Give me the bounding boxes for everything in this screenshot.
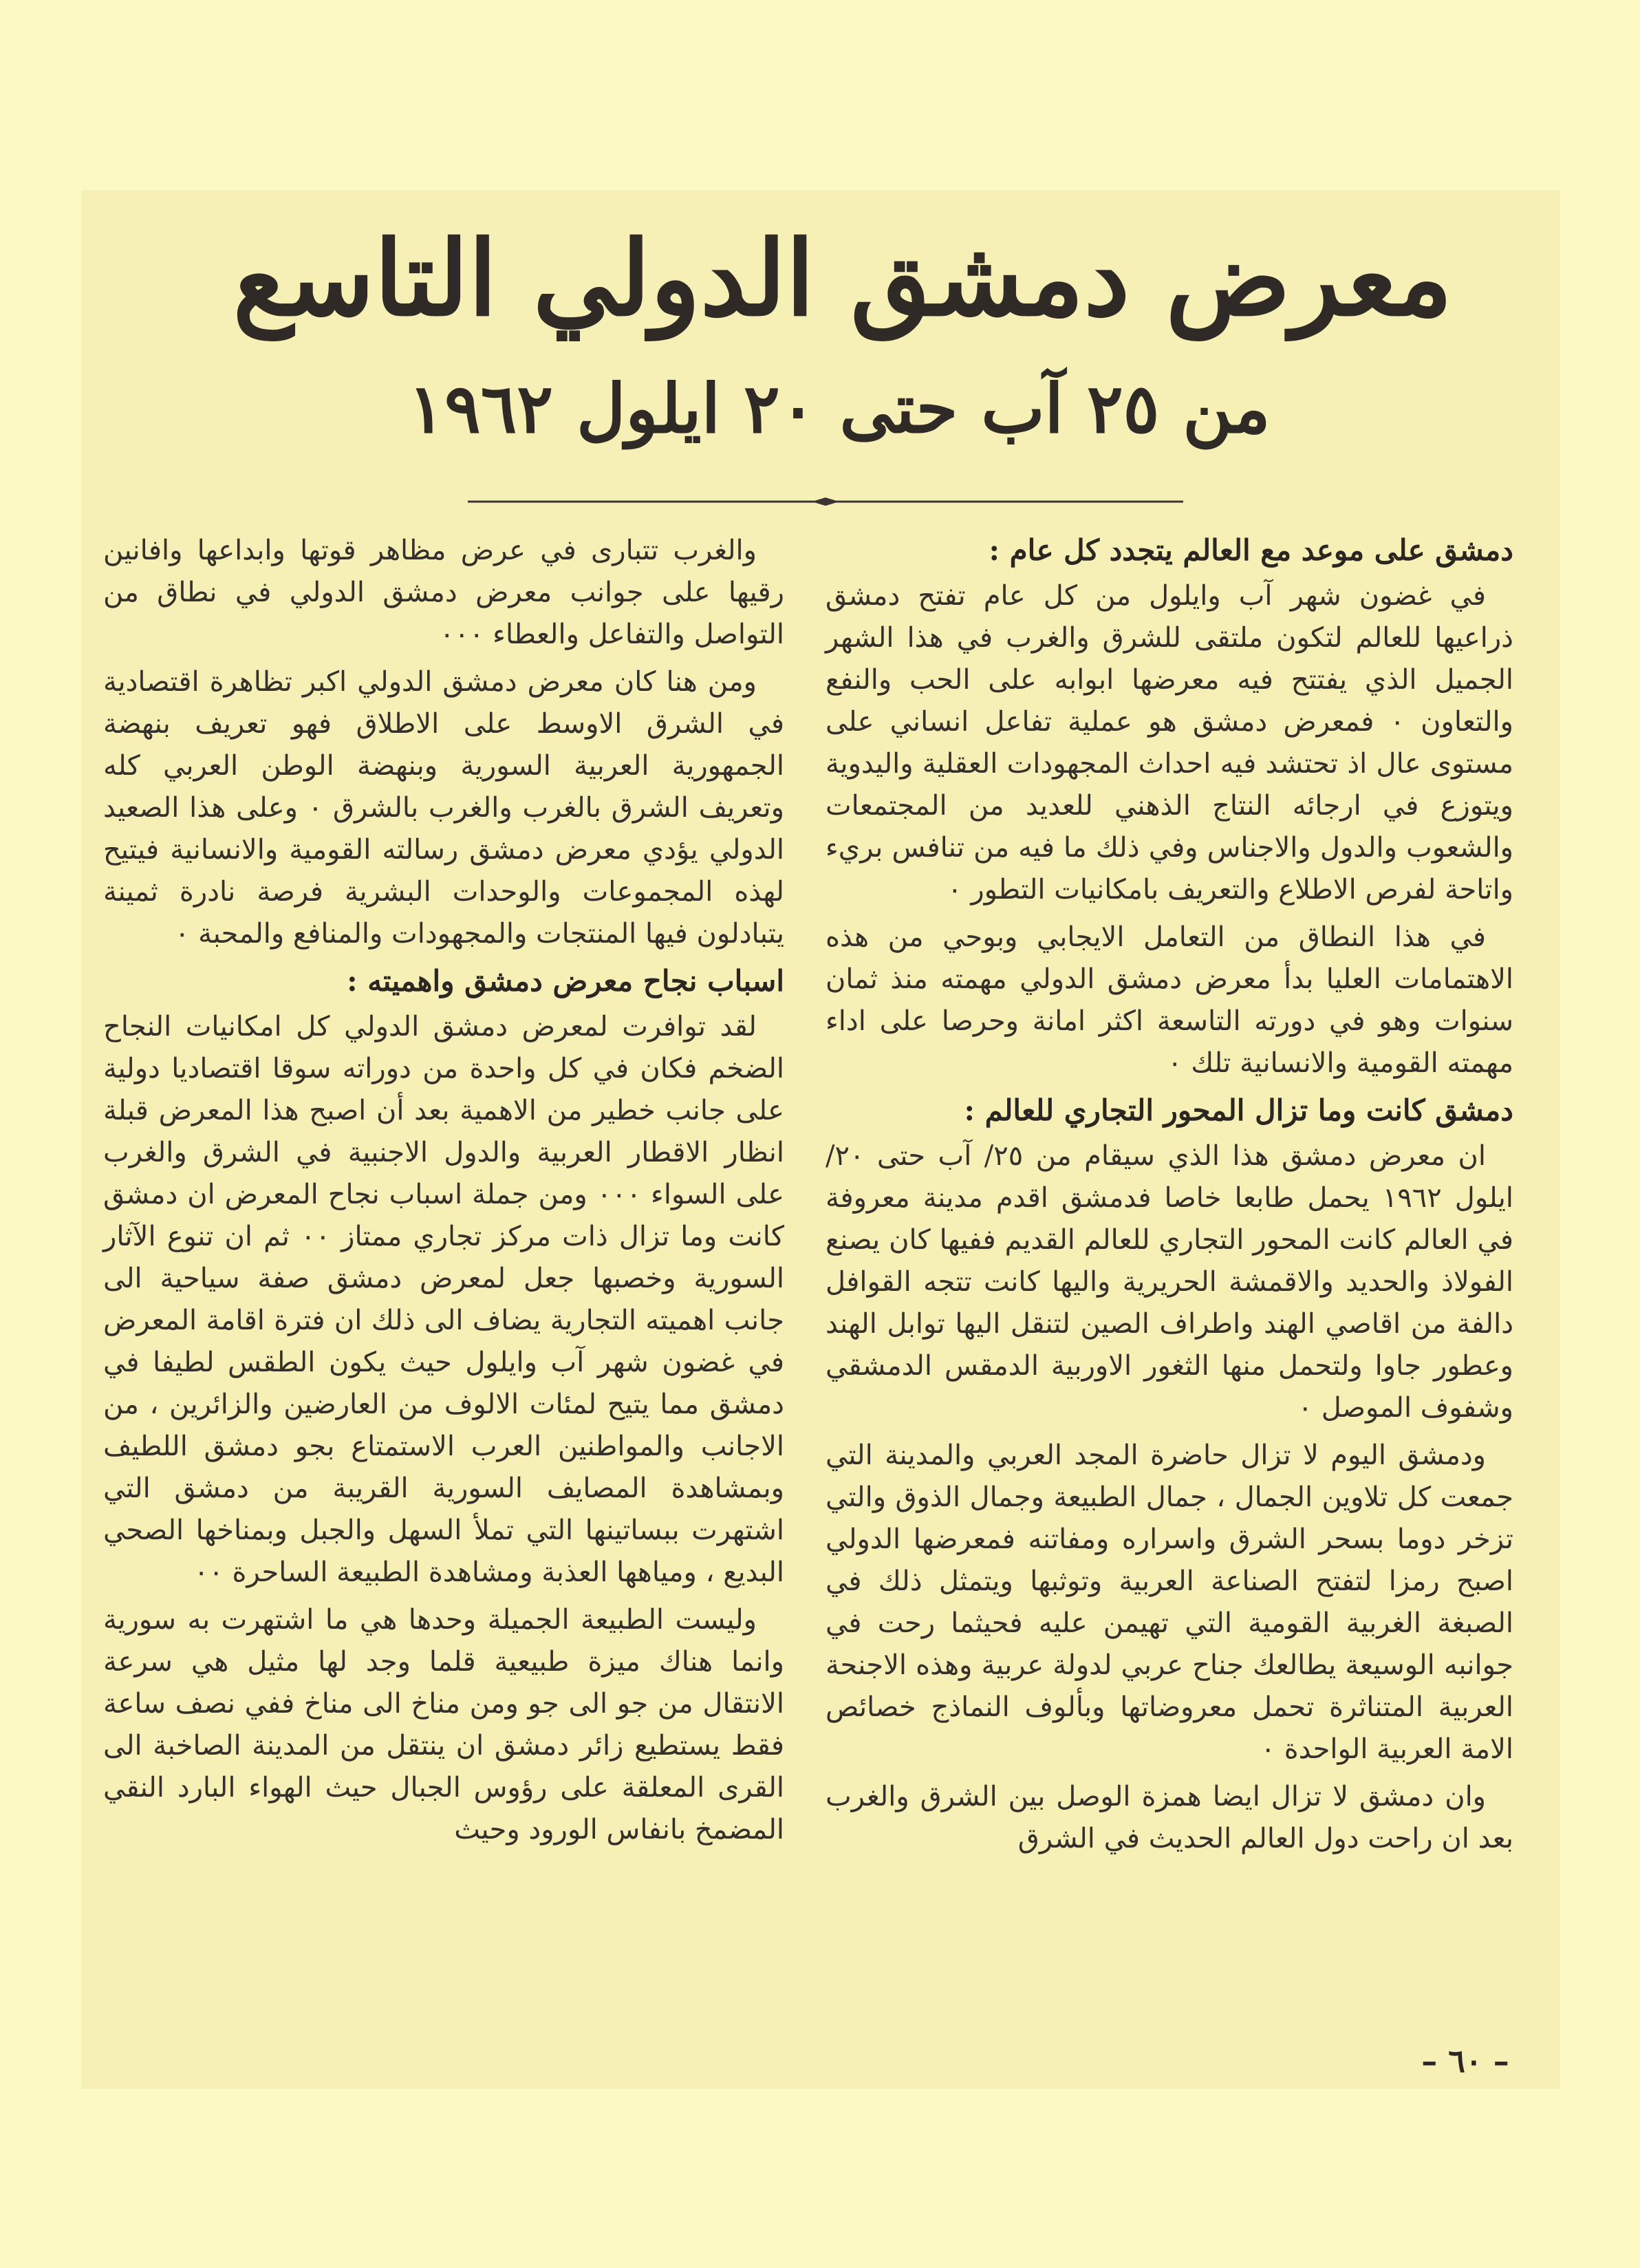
paragraph: في هذا النطاق من التعامل الايجابي وبوحي من هذه الاهتمامات العليا بدأ معرض دمشق الدولي مهمته منذ ثمان سنوات وهو في دورته التاسعة اكثر امانة وحرصا على اداء مهمته القومية والانسانية تلك ٠	[826, 921, 1513, 1079]
paragraph: ومن هنا كان معرض دمشق الدولي اكبر تظاهرة اقتصادية في الشرق الاوسط على الاطلاق فهو تعريف بنهضة الجمهورية العربية السورية وبنهضة الوطن العربي كله وتعريف الشرق بالغرب والغرب بالشرق ٠ وعلى هذا الصعيد الدولي يؤدي معرض دمشق رسالته القومية والانسانية فيتيح لهذه المجموعات والوحدات البشرية فرصة نادرة ثمينة يتبادلون فيها المنتجات والمجهودات والمنافع والمحبة ٠	[103, 666, 784, 950]
paragraph: ودمشق اليوم لا تزال حاضرة المجد العربي والمدينة التي جمعت كل تلاوين الجمال ، جمال الطبيعة وجمال الذوق والتي تزخر دوما بسحر الشرق واسراره ومفاتنه فمعرضها الدولي اصبح رمزا لتفتح الصناعة العربية وتوثبها ويتمثل ذلك في الصبغة الغربية القومية التي تهيمن عليه فحيثما رحت في جوانبه الوسيعة يطالعك جناح عربي لدولة عربية وهذه الاجنحة العربية المتناثرة تحمل معروضاتها وبألوف النماذج خصائص الامة العربية الواحدة ٠	[826, 1440, 1513, 1765]
article-title: معرض دمشق الدولي التاسع	[233, 218, 1453, 339]
paragraph: والغرب تتبارى في عرض مظاهر قوتها وابداعها وافانين رقيها على جوانب معرض دمشق الدولي في نطاق من التواصل والتفاعل والعطاء ٠٠٠	[103, 535, 784, 650]
paragraph: لقد توافرت لمعرض دمشق الدولي كل امكانيات النجاح الضخم فكان في كل واحدة من دوراته سوقا اقتصاديا دولية على جانب خطير من الاهمية بعد أن اصبح هذا المعرض قبلة انظار الاقطار العربية والدول الاجنبية في الشرق والغرب على السواء ٠٠٠ ومن جملة اسباب نجاح المعرض ان دمشق كانت وما تزال ذات مركز تجاري ممتاز ٠٠ ثم ان تنوع الآثار السورية وخصبها جعل لمعرض دمشق صفة سياحية الى جانب اهميته التجارية يضاف الى ذلك ان فترة اقامة المعرض في غضون شهر آب وايلول حيث يكون الطقس لطيفا في دمشق مما يتيح لمئات الالوف من العارضين والزائرين ، من الاجانب والمواطنين العرب الاستمتاع بجو دمشق اللطيف وبمشاهدة المصايف السورية القريبة من دمشق التي اشتهرت ببساتينها التي تملأ السهل والجبل وبمناخها الصحي البديع ، ومياهها العذبة ومشاهدة الطبيعة الساحرة ٠٠	[103, 1011, 784, 1588]
left-column	[103, 530, 784, 1857]
right-column	[826, 530, 1513, 1865]
paragraph: وليست الطبيعة الجميلة وحدها هي ما اشتهرت به سورية وانما هناك ميزة طبيعية قلما وجد لها مثيل هي سرعة الانتقال من جو الى جو ومن مناخ الى مناخ ففي نصف ساعة فقط يستطيع زائر دمشق ان ينتقل من المدينة الصاخبة الى القرى المعلقة على رؤوس الجبال حيث الهواء البارد النقي المضمخ بانفاس الورود وحيث	[103, 1604, 784, 1846]
article-subtitle: من ٢٥ آب حتى ٢٠ ايلول ١٩٦٢	[408, 370, 1271, 449]
paragraph: ان معرض دمشق هذا الذي سيقام من ٢٥/ آب حتى ٢٠/ ايلول ١٩٦٢ يحمل طابعا خاصا فدمشق اقدم مدينة معروفة في العالم كانت المحور التجاري للعالم القديم ففيها كان يصنع الفولاذ والحديد والاقمشة الحريرية واليها كانت تتجه القوافل دالفة من اقاصي الهند واطراف الصين لتنقل اليها توابل الهند وعطور جاوا ولتحمل منها الثغور الاوربية الدمقس الدمشقي وشفوف الموصل ٠	[826, 1140, 1513, 1424]
section-heading: دمشق كانت وما تزال المحور التجاري للعالم :	[964, 1093, 1513, 1127]
section-heading: دمشق على موعد مع العالم يتجدد كل عام :	[989, 533, 1513, 567]
paragraph: وان دمشق لا تزال ايضا همزة الوصل بين الشرق والغرب بعد ان راحت دول العالم الحديث في الشرق	[826, 1781, 1513, 1854]
section-heading: اسباب نجاح معرض دمشق واهميته :	[347, 964, 784, 998]
title-divider	[468, 497, 1183, 506]
paragraph: في غضون شهر آب وايلول من كل عام تفتح دمشق ذراعيها للعالم لتكون ملتقى للشرق والغرب في هذا الشهر الجميل الذي يفتتح فيه معرضها ابوابه على الحب والنفع والتعاون ٠ فمعرض دمشق هو عملية تفاعل انساني على مستوى عال اذ تحتشد فيه احداث المجهودات العقلية واليدوية ويتوزع في ارجائه النتاج الذهني للعديد من المجتمعات والشعوب والدول والاجناس وفي ذلك ما فيه من تنافس بريء واتاحة لفرص الاطلاع والتعريف بامكانيات التطور ٠	[826, 580, 1514, 906]
page-number: – ٦٠ –	[1421, 2042, 1509, 2079]
